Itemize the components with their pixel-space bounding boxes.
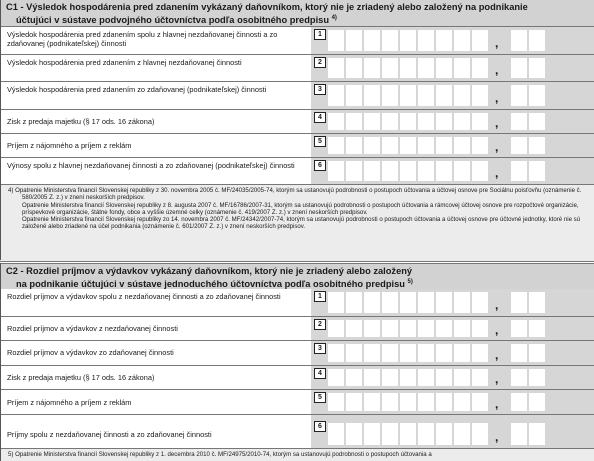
c2-row-3 bbox=[0, 341, 594, 366]
row-label: Výnosy spolu z hlavnej nezdaňovanej činnosti a zo zdaňovanej (podnikateľskej) činnosti bbox=[7, 161, 295, 170]
digit-box[interactable] bbox=[400, 58, 416, 78]
digit-box[interactable] bbox=[328, 85, 344, 106]
digit-box[interactable] bbox=[511, 85, 527, 106]
digit-box[interactable] bbox=[454, 369, 470, 386]
row-number: 3 bbox=[314, 343, 326, 354]
digit-box[interactable] bbox=[511, 137, 527, 154]
amount-field[interactable] bbox=[311, 55, 594, 81]
digit-box[interactable] bbox=[472, 393, 488, 411]
digit-box[interactable] bbox=[364, 344, 380, 362]
digit-box[interactable] bbox=[400, 137, 416, 154]
digit-box[interactable] bbox=[328, 161, 344, 181]
digit-box[interactable] bbox=[436, 161, 452, 181]
digit-box[interactable] bbox=[328, 423, 344, 445]
digit-box[interactable] bbox=[328, 58, 344, 78]
digit-box[interactable] bbox=[436, 30, 452, 51]
digit-box[interactable] bbox=[346, 161, 362, 181]
decimal-comma: , bbox=[495, 323, 499, 337]
digit-box[interactable] bbox=[511, 423, 527, 445]
digit-box[interactable] bbox=[346, 344, 362, 362]
digit-box[interactable] bbox=[436, 113, 452, 130]
digit-box[interactable] bbox=[454, 423, 470, 445]
c1-row-1 bbox=[0, 27, 594, 55]
digit-box[interactable] bbox=[346, 292, 362, 313]
row-label: Zisk z predaja majetku (§ 17 ods. 16 zákona) bbox=[7, 117, 155, 126]
section-c2-header bbox=[0, 263, 594, 290]
section-c2-footnote-ref: 5) bbox=[407, 279, 413, 285]
digit-box[interactable] bbox=[511, 292, 527, 313]
digit-box[interactable] bbox=[472, 161, 488, 181]
digit-box[interactable] bbox=[382, 423, 398, 445]
digit-box[interactable] bbox=[364, 85, 380, 106]
digit-box[interactable] bbox=[400, 161, 416, 181]
row-label: Príjem z nájomného a príjem z reklám bbox=[7, 141, 132, 150]
digit-box[interactable] bbox=[529, 320, 545, 337]
digit-box[interactable] bbox=[529, 161, 545, 181]
c1-row-5 bbox=[0, 134, 594, 158]
c1-row-6 bbox=[0, 158, 594, 185]
digit-box[interactable] bbox=[400, 320, 416, 337]
digit-box[interactable] bbox=[472, 113, 488, 130]
section-c1-title-line1: C1 - Výsledok hospodárenia pred zdanením vykázaný daňovníkom, ktorý nie je zriadený alebo založený na podnikanie bbox=[6, 2, 528, 12]
row-number: 5 bbox=[314, 136, 326, 147]
digit-box[interactable] bbox=[454, 344, 470, 362]
digit-box[interactable] bbox=[454, 113, 470, 130]
digit-box[interactable] bbox=[400, 369, 416, 386]
digit-box[interactable] bbox=[529, 393, 545, 411]
digit-box[interactable] bbox=[418, 30, 434, 51]
digit-box[interactable] bbox=[400, 113, 416, 130]
digit-box[interactable] bbox=[382, 113, 398, 130]
digit-box[interactable] bbox=[346, 137, 362, 154]
digit-box[interactable] bbox=[382, 292, 398, 313]
digit-box[interactable] bbox=[346, 113, 362, 130]
row-number: 5 bbox=[314, 392, 326, 403]
c2-row-1 bbox=[0, 289, 594, 317]
digit-box[interactable] bbox=[328, 113, 344, 130]
footnote-text: Opatrenie Ministerstva financií Slovenskej republiky zo 14. novembra 2007 č. MF/24342/2007-74, ktorým sa ustanovujú podrobnosti o postupoch účtovania a účtovej osnove pre účtovné jednotky, ktoré nie sú založené alebo zriadené na účel podnikania (oznámenie č. 601/2007 Z. z.) v znení neskorších predpisov. bbox=[22, 216, 581, 231]
digit-box[interactable] bbox=[364, 292, 380, 313]
c1-row-3 bbox=[0, 82, 594, 110]
section-c2-title-line2: na podnikanie účtujúci v sústave jednoduchého účtovníctva podľa osobitného predpisu bbox=[16, 279, 405, 290]
decimal-comma: , bbox=[495, 348, 499, 362]
digit-box[interactable] bbox=[418, 292, 434, 313]
decimal-comma: , bbox=[495, 91, 499, 105]
section-c1-footnote-ref: 4) bbox=[331, 15, 337, 21]
amount-field[interactable] bbox=[311, 317, 594, 340]
digit-box[interactable] bbox=[472, 292, 488, 313]
row-number: 6 bbox=[314, 160, 326, 171]
digit-box[interactable] bbox=[529, 137, 545, 154]
digit-box[interactable] bbox=[472, 30, 488, 51]
row-label: Príjmy spolu z nezdaňovanej činnosti a zo zdaňovanej činnosti bbox=[7, 430, 212, 439]
digit-box[interactable] bbox=[346, 85, 362, 106]
digit-box[interactable] bbox=[529, 292, 545, 313]
digit-box[interactable] bbox=[472, 320, 488, 337]
amount-field[interactable] bbox=[311, 27, 594, 54]
row-number: 2 bbox=[314, 57, 326, 68]
decimal-comma: , bbox=[495, 166, 499, 180]
decimal-comma: , bbox=[495, 63, 499, 77]
digit-box[interactable] bbox=[511, 113, 527, 130]
footnote-text: Opatrenie Ministerstva financií Slovenskej republiky z 8. augusta 2007 č. MF/16786/2007-31, ktorým sa ustanovujú podrobnosti o postupoch účtovania a rámcovej účtovej osnove pre rozpočtové organizácie, príspevkové organizácie, štátne fondy, obce a vyššie územné celky (oznámenie č. 419/2007 Z. z.) v znení neskorších predpisov. bbox=[22, 201, 579, 216]
decimal-comma: , bbox=[495, 36, 499, 50]
decimal-comma: , bbox=[495, 298, 499, 312]
digit-box[interactable] bbox=[382, 161, 398, 181]
digit-box[interactable] bbox=[511, 369, 527, 386]
digit-box[interactable] bbox=[364, 58, 380, 78]
row-number: 1 bbox=[314, 29, 326, 40]
row-number: 1 bbox=[314, 291, 326, 302]
row-number: 4 bbox=[314, 112, 326, 123]
c2-row-4 bbox=[0, 366, 594, 390]
digit-box[interactable] bbox=[511, 344, 527, 362]
digit-box[interactable] bbox=[400, 423, 416, 445]
digit-box[interactable] bbox=[436, 85, 452, 106]
digit-box[interactable] bbox=[364, 161, 380, 181]
digit-box[interactable] bbox=[328, 320, 344, 337]
digit-box[interactable] bbox=[382, 30, 398, 51]
decimal-comma: , bbox=[495, 397, 499, 411]
digit-box[interactable] bbox=[511, 393, 527, 411]
digit-box[interactable] bbox=[364, 320, 380, 337]
row-label: Rozdiel príjmov a výdavkov z nezdaňovanej činnosti bbox=[7, 324, 178, 333]
row-label: Rozdiel príjmov a výdavkov spolu z nezdaňovanej činnosti a zo zdaňovanej činnosti bbox=[7, 292, 281, 301]
digit-box[interactable] bbox=[364, 137, 380, 154]
decimal-comma: , bbox=[495, 140, 499, 154]
digit-box[interactable] bbox=[364, 393, 380, 411]
digit-box[interactable] bbox=[472, 423, 488, 445]
digit-box[interactable] bbox=[418, 320, 434, 337]
digit-box[interactable] bbox=[418, 369, 434, 386]
amount-field[interactable] bbox=[311, 82, 594, 109]
digit-box[interactable] bbox=[418, 344, 434, 362]
digit-box[interactable] bbox=[529, 85, 545, 106]
digit-box[interactable] bbox=[511, 30, 527, 51]
digit-box[interactable] bbox=[529, 369, 545, 386]
digit-box[interactable] bbox=[436, 137, 452, 154]
digit-box[interactable] bbox=[436, 393, 452, 411]
row-label: Zisk z predaja majetku (§ 17 ods. 16 zákona) bbox=[7, 373, 155, 382]
row-label: Príjem z nájomného a príjem z reklám bbox=[7, 398, 132, 407]
row-number: 4 bbox=[314, 368, 326, 379]
section-c2-title-line1: C2 - Rozdiel príjmov a výdavkov vykázaný daňovníkom, ktorý nie je zriadený alebo založený bbox=[6, 266, 413, 276]
amount-field[interactable] bbox=[311, 366, 594, 389]
digit-box[interactable] bbox=[364, 30, 380, 51]
digit-box[interactable] bbox=[400, 393, 416, 411]
digit-box[interactable] bbox=[529, 58, 545, 78]
digit-box[interactable] bbox=[418, 423, 434, 445]
amount-field[interactable] bbox=[311, 390, 594, 414]
amount-field[interactable] bbox=[311, 289, 594, 316]
digit-box[interactable] bbox=[328, 393, 344, 411]
c2-row-2 bbox=[0, 317, 594, 341]
footnote-text: 5) Opatrenie Ministerstva financií Slovenskej republiky z 1. decembra 2010 č. MF/24975/2010-74, ktorým sa ustanovujú podrobnosti o postupoch účtovania a bbox=[8, 451, 432, 458]
digit-box[interactable] bbox=[364, 369, 380, 386]
digit-box[interactable] bbox=[418, 85, 434, 106]
c2-row-5 bbox=[0, 390, 594, 415]
digit-box[interactable] bbox=[346, 58, 362, 78]
digit-box[interactable] bbox=[382, 85, 398, 106]
digit-box[interactable] bbox=[382, 393, 398, 411]
digit-box[interactable] bbox=[382, 369, 398, 386]
amount-field[interactable] bbox=[311, 110, 594, 133]
digit-box[interactable] bbox=[400, 30, 416, 51]
digit-box[interactable] bbox=[454, 292, 470, 313]
row-number: 6 bbox=[314, 421, 326, 432]
digit-box[interactable] bbox=[454, 320, 470, 337]
digit-box[interactable] bbox=[436, 344, 452, 362]
digit-box[interactable] bbox=[472, 369, 488, 386]
footnote-text: 4) Opatrenie Ministerstva financií Slovenskej republiky z 30. novembra 2005 č. MF/24035/2005-74, ktorým sa ustanovujú podrobnosti o postupoch účtovania a účtovej osnove pre Sociálnu poisťovňu (oznámenie č. 580/2005 Z. z.) v znení neskorších predpisov. bbox=[8, 187, 582, 202]
digit-box[interactable] bbox=[418, 393, 434, 411]
digit-box[interactable] bbox=[454, 161, 470, 181]
digit-box[interactable] bbox=[328, 369, 344, 386]
digit-box[interactable] bbox=[328, 137, 344, 154]
c1-row-4 bbox=[0, 110, 594, 134]
digit-box[interactable] bbox=[436, 58, 452, 78]
amount-field[interactable] bbox=[311, 134, 594, 157]
digit-box[interactable] bbox=[400, 344, 416, 362]
section-c1-title-line2: účtujúci v sústave podvojného účtovníctva podľa osobitného predpisu bbox=[16, 15, 329, 26]
digit-box[interactable] bbox=[472, 137, 488, 154]
digit-box[interactable] bbox=[436, 292, 452, 313]
digit-box[interactable] bbox=[454, 85, 470, 106]
digit-box[interactable] bbox=[346, 369, 362, 386]
row-label: Výsledok hospodárenia pred zdanením zo zdaňovanej (podnikateľskej) činnosti bbox=[7, 85, 267, 94]
decimal-comma: , bbox=[495, 372, 499, 386]
digit-box[interactable] bbox=[346, 423, 362, 445]
digit-box[interactable] bbox=[364, 423, 380, 445]
amount-field[interactable] bbox=[311, 341, 594, 365]
digit-box[interactable] bbox=[418, 161, 434, 181]
c1-footnote bbox=[0, 185, 594, 262]
digit-box[interactable] bbox=[454, 393, 470, 411]
digit-box[interactable] bbox=[328, 30, 344, 51]
digit-box[interactable] bbox=[529, 30, 545, 51]
digit-box[interactable] bbox=[382, 344, 398, 362]
c1-row-2 bbox=[0, 55, 594, 82]
digit-box[interactable] bbox=[472, 58, 488, 78]
digit-box[interactable] bbox=[418, 113, 434, 130]
digit-box[interactable] bbox=[418, 58, 434, 78]
digit-box[interactable] bbox=[328, 292, 344, 313]
digit-box[interactable] bbox=[436, 320, 452, 337]
section-c1-header bbox=[0, 0, 594, 27]
row-number: 2 bbox=[314, 319, 326, 330]
decimal-comma: , bbox=[495, 430, 499, 444]
digit-box[interactable] bbox=[436, 369, 452, 386]
digit-box[interactable] bbox=[418, 137, 434, 154]
digit-box[interactable] bbox=[364, 113, 380, 130]
digit-box[interactable] bbox=[328, 344, 344, 362]
digit-box[interactable] bbox=[346, 393, 362, 411]
digit-box[interactable] bbox=[454, 30, 470, 51]
digit-box[interactable] bbox=[529, 423, 545, 445]
digit-box[interactable] bbox=[529, 113, 545, 130]
digit-box[interactable] bbox=[382, 137, 398, 154]
digit-box[interactable] bbox=[472, 344, 488, 362]
digit-box[interactable] bbox=[511, 58, 527, 78]
row-number: 3 bbox=[314, 84, 326, 95]
digit-box[interactable] bbox=[436, 423, 452, 445]
row-label: Rozdiel príjmov a výdavkov zo zdaňovanej činnosti bbox=[7, 348, 174, 357]
digit-box[interactable] bbox=[472, 85, 488, 106]
digit-box[interactable] bbox=[346, 30, 362, 51]
digit-box[interactable] bbox=[346, 320, 362, 337]
digit-box[interactable] bbox=[529, 344, 545, 362]
digit-box[interactable] bbox=[400, 85, 416, 106]
row-label: Výsledok hospodárenia pred zdanením z hlavnej nezdaňovanej činnosti bbox=[7, 58, 242, 67]
digit-box[interactable] bbox=[382, 320, 398, 337]
c2-footnote bbox=[0, 449, 594, 461]
c2-row-6 bbox=[0, 415, 594, 449]
digit-box[interactable] bbox=[511, 320, 527, 337]
digit-box[interactable] bbox=[400, 292, 416, 313]
amount-field[interactable] bbox=[311, 415, 594, 448]
amount-field[interactable] bbox=[311, 158, 594, 184]
row-label: Výsledok hospodárenia pred zdanením spolu z hlavnej nezdaňovanej činnosti a zo zdaňovanej (podnikateľskej) činnosti bbox=[7, 30, 278, 48]
digit-box[interactable] bbox=[382, 58, 398, 78]
decimal-comma: , bbox=[495, 116, 499, 130]
digit-box[interactable] bbox=[454, 137, 470, 154]
digit-box[interactable] bbox=[454, 58, 470, 78]
digit-box[interactable] bbox=[511, 161, 527, 181]
